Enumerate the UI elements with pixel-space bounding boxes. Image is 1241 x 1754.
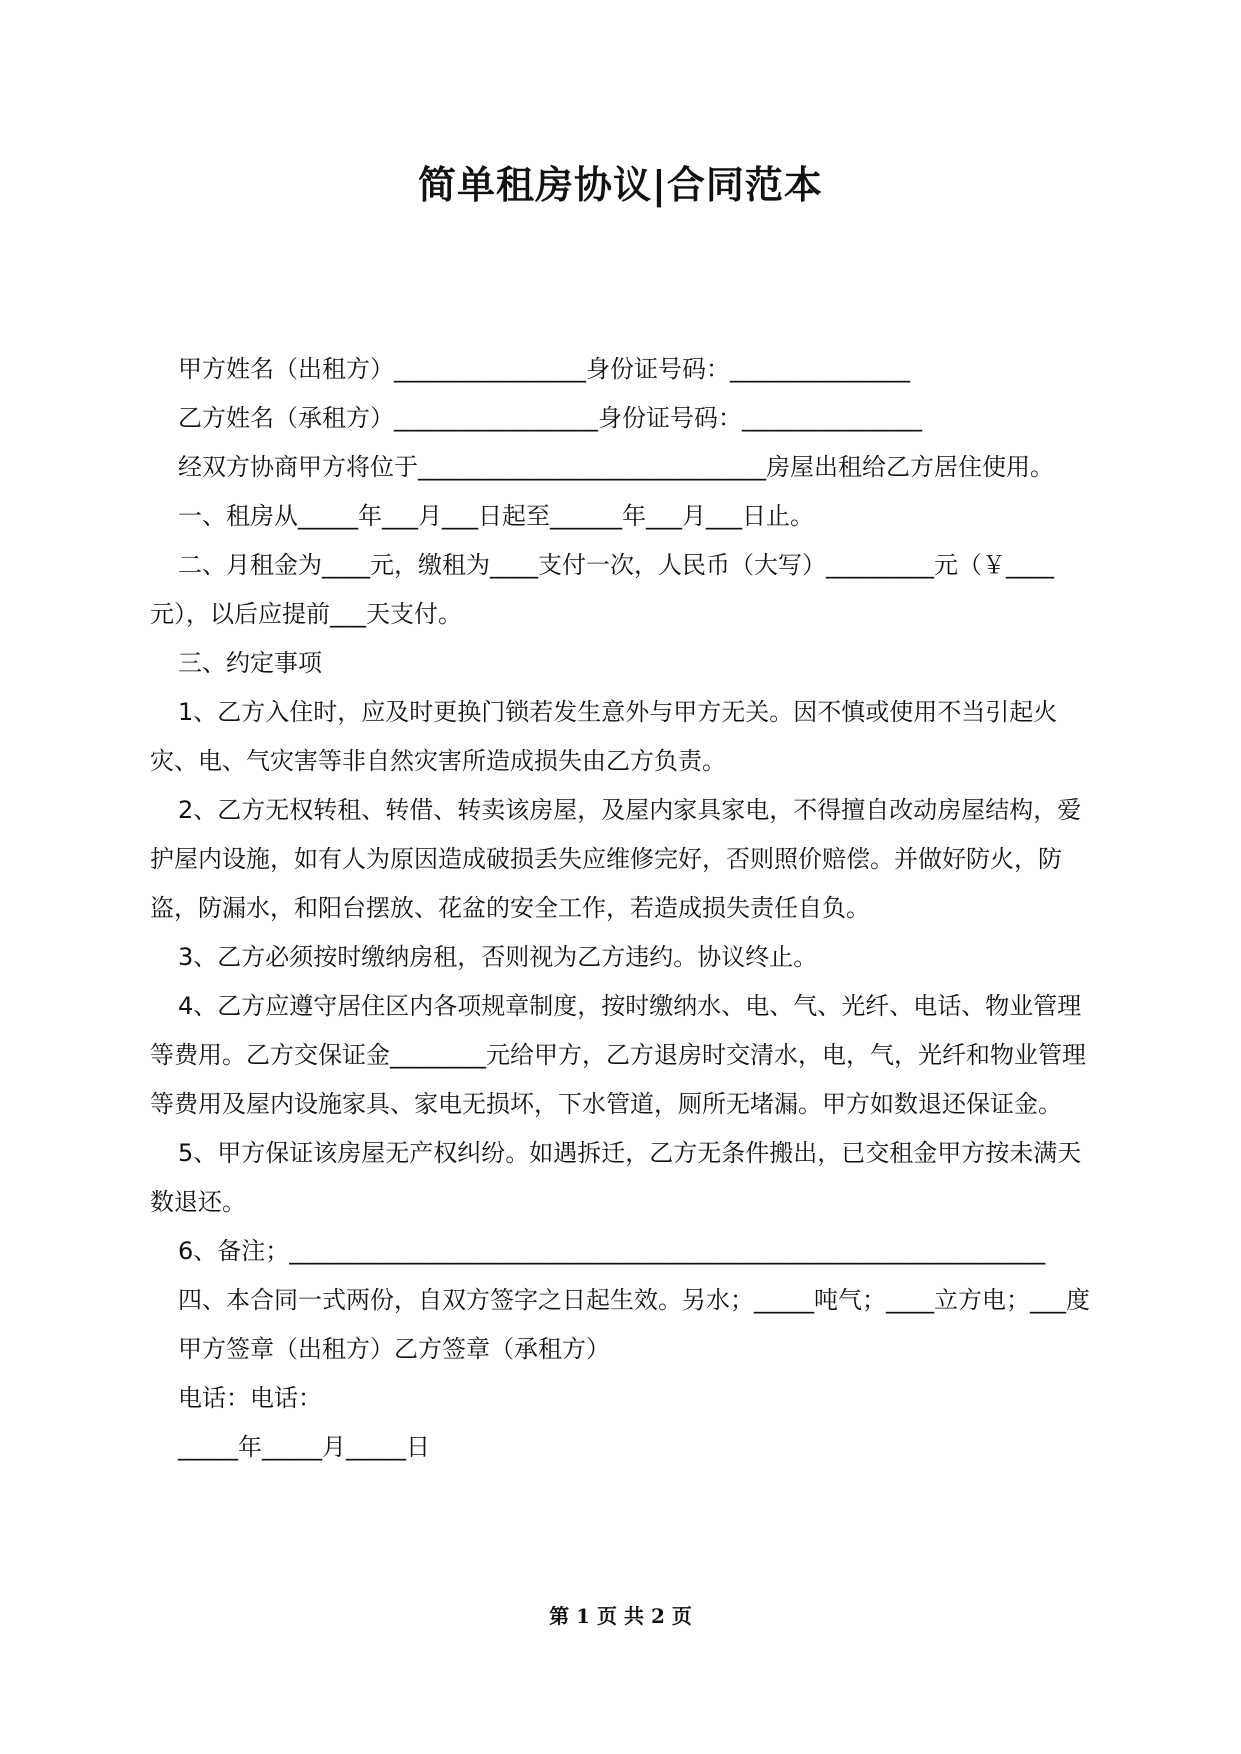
document-title: 简单租房协议|合同范本	[418, 163, 823, 207]
paragraph-rent-amount: 二、月租金为____元，缴租为____支付一次，人民币（大写）_________元（￥____元），以后应提前___天支付。	[150, 551, 1054, 628]
paragraph-date: _____年_____月_____日	[178, 1433, 430, 1461]
paragraph-phones: 电话：电话：	[178, 1384, 322, 1412]
document-body	[150, 345, 1100, 1472]
paragraph-term-2: 2、乙方无权转租、转借、转卖该房屋，及屋内家具家电，不得擅自改动房屋结构，爱护屋内设施，如有人为原因造成破损丢失应维修完好，否则照价赔偿。并做好防火，防盗，防漏水，和阳台摆放、花盆的安全工作，若造成损失责任自负。	[150, 796, 1082, 922]
paragraph-term-6-remarks: 6、备注；_______________________________________________________________	[178, 1237, 1046, 1265]
paragraph-signatures: 甲方签章（出租方）乙方签章（承租方）	[178, 1335, 610, 1363]
paragraph-contract-copies: 四、本合同一式两份，自双方签字之日起生效。另水；_____吨气；____立方电；___度	[178, 1286, 1090, 1314]
paragraph-landlord-info: 甲方姓名（出租方）________________身份证号码：_______________	[178, 355, 910, 383]
paragraph-term-5: 5、甲方保证该房屋无产权纠纷。如遇拆迁，乙方无条件搬出，已交租金甲方按未满天数退还。	[150, 1139, 1082, 1216]
page-indicator: 第 1 页 共 2 页	[549, 1604, 692, 1628]
paragraph-term-3: 3、乙方必须按时缴纳房租，否则视为乙方违约。协议终止。	[178, 943, 818, 971]
paragraph-term-1: 1、乙方入住时，应及时更换门锁若发生意外与甲方无关。因不慎或使用不当引起火灾、电、气灾害等非自然灾害所造成损失由乙方负责。	[150, 698, 1058, 775]
paragraph-tenant-info: 乙方姓名（承租方）_________________身份证号码：_______________	[178, 404, 922, 432]
paragraph-section-terms-heading: 三、约定事项	[178, 649, 322, 677]
paragraph-term-4: 4、乙方应遵守居住区内各项规章制度，按时缴纳水、电、气、光纤、电话、物业管理等费用。乙方交保证金________元给甲方，乙方退房时交清水，电，气，光纤和物业管理等费用及屋内设施家具、家电无损坏，下水管道，厕所无堵漏。甲方如数退还保证金。	[150, 992, 1086, 1118]
paragraph-property-location: 经双方协商甲方将位于_____________________________房屋出租给乙方居住使用。	[178, 453, 1054, 481]
paragraph-lease-term: 一、租房从_____年___月___日起至______年___月___日止。	[178, 502, 814, 530]
